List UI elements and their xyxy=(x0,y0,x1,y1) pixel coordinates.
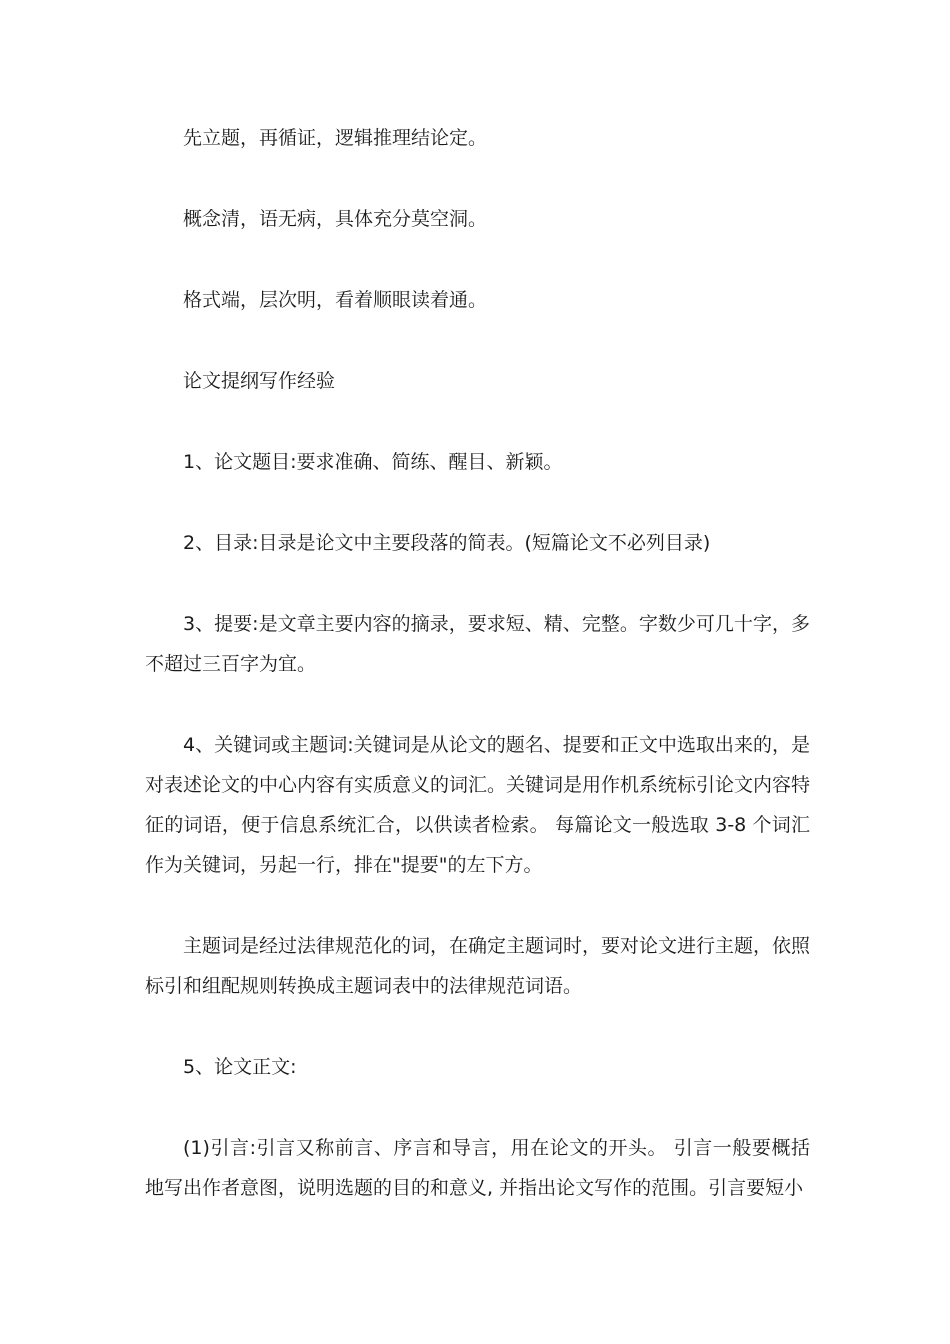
paragraph-item-keywords: 4、关键词或主题词:关键词是从论文的题名、提要和正文中选取出来的，是对表述论文的中心内容有实质意义的词汇。关键词是用作机系统标引论文内容特征的词语，便于信息系统汇合，以供读者检索。 每篇论文一般选取 3-8 个词汇作为关键词，另起一行，排在"提要"的左下方。 xyxy=(145,734,811,876)
paragraph-item-body: 5、论文正文: xyxy=(183,1056,297,1078)
paragraph-verse-3: 格式端，层次明，看着顺眼读着通。 xyxy=(183,289,488,311)
paragraph-verse-1: 先立题，再循证，逻辑推理结论定。 xyxy=(183,127,488,149)
paragraph-item-title: 1、论文题目:要求准确、简练、醒目、新颖。 xyxy=(183,451,563,473)
section-heading: 论文提纲写作经验 xyxy=(183,370,336,392)
paragraph-subject-terms: 主题词是经过法律规范化的词，在确定主题词时，要对论文进行主题，依照标引和组配规则转换成主题词表中的法律规范词语。 xyxy=(145,935,811,997)
paragraph-introduction: (1)引言:引言又称前言、序言和导言，用在论文的开头。 引言一般要概括地写出作者意图，说明选题的目的和意义, 并指出论文写作的范围。引言要短小 xyxy=(145,1137,810,1199)
paragraph-item-toc: 2、目录:目录是论文中主要段落的简表。(短篇论文不必列目录) xyxy=(183,532,711,554)
paragraph-item-abstract: 3、提要:是文章主要内容的摘录，要求短、精、完整。字数少可几十字，多不超过三百字为宜。 xyxy=(145,613,810,675)
paragraph-verse-2: 概念清，语无病，具体充分莫空洞。 xyxy=(183,208,488,230)
document-body xyxy=(145,118,810,1208)
